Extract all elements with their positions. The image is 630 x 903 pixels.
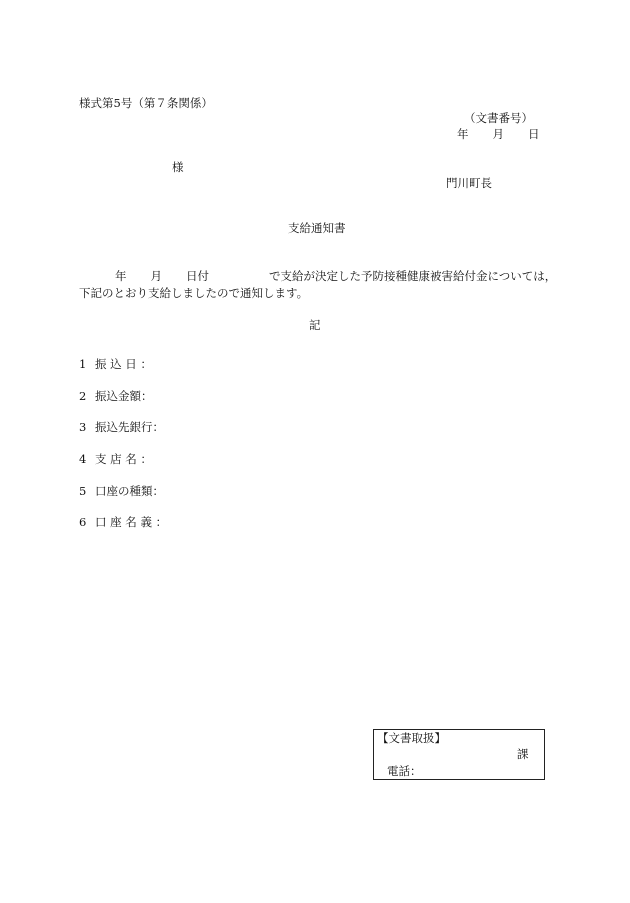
issuer-name: 門川町長 — [446, 176, 492, 190]
item-account-type: 5 口座の種類： — [79, 484, 164, 498]
issue-date — [457, 128, 540, 142]
handling-title: 【文書取扱】 — [377, 731, 446, 745]
document-handling-box — [373, 729, 545, 780]
item-transfer-amount: 2 振込金額： — [79, 389, 153, 403]
document-number: （文書番号） — [464, 111, 533, 125]
item-account-holder: 6 口 座 名 義 ： — [79, 515, 168, 529]
body-day: 日付 — [186, 269, 209, 283]
item-transfer-date: 1 振 込 日 ： — [79, 357, 152, 371]
handling-telephone: 電話： — [387, 764, 422, 778]
body-text: で支給が決定した予防接種健康被害給付金については， — [269, 269, 557, 283]
date-year: 年 — [457, 127, 469, 141]
ki-heading: 記 — [309, 318, 321, 332]
body-line-2: 下記のとおり支給しましたので通知します。 — [79, 286, 309, 300]
item-branch: 4 支 店 名 ： — [79, 452, 152, 466]
body-line-1 — [79, 270, 556, 284]
form-label: 様式第5号（第７条関係） — [79, 96, 213, 110]
addressee-honorific: 様 — [172, 160, 184, 174]
date-month: 月 — [492, 127, 504, 141]
body-year: 年 — [115, 269, 127, 283]
item-bank: 3 振込先銀行： — [79, 420, 164, 434]
handling-section: 課 — [517, 747, 529, 761]
body-month: 月 — [150, 269, 162, 283]
date-day: 日 — [528, 127, 540, 141]
document-title: 支給通知書 — [288, 221, 346, 235]
